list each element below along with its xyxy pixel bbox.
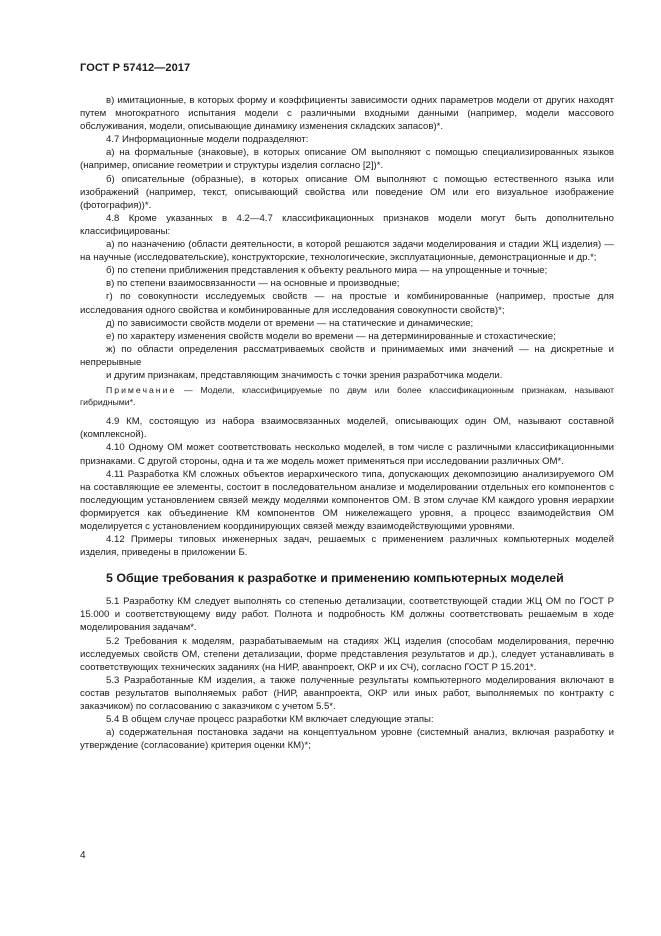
document-header: ГОСТ Р 57412—2017 [80, 62, 191, 74]
paragraph: 4.7 Информационные модели подразделяют: [106, 134, 309, 146]
paragraph: а) по назначению (области деятельности, в которой решаются задачи моделирования и стадии ЖЦ изделия) — на научные (исследовательские), конструкторские, технологические, эксплуатационные, демонстрационные и др.*; [80, 239, 614, 264]
paragraph: ж) по области определения рассматриваемых свойств и принимаемых ими значений — на дискретные и непрерывные [80, 343, 614, 368]
paragraph: 4.11 Разработка КМ сложных объектов иерархического типа, допускающих декомпозицию анализируемого ОМ на составляющие ее элементы, состоит в последовательном анализе и моделировании отдельных его компонентов с последующим установлением связей между моделями компонентов ОМ. В этом случае КМ каждого уровня иерархии формируется как объединение КМ компонентов ОМ нижележащего уровня, а процесс взаимодействия ОМ моделируется с установлением координирующих связей между взаимодействующими уровнями. [80, 468, 614, 532]
paragraph: и другим признакам, представляющим значимость с точки зрения разработчика модели. [106, 369, 503, 381]
paragraph: 4.12 Примеры типовых инженерных задач, решаемых с применением различных компьютерных моделей изделия, приведены в приложении Б. [80, 534, 614, 559]
note-text: — Модели, классифицируемые по двум или более классификационным признакам, называют гибридными*. [80, 385, 614, 407]
paragraph: 4.10 Одному ОМ может соответствовать несколько моделей, в том числе с различными классификационными признаками. С другой стороны, одна и та же модель может применяться при исследовании различных ОМ*. [80, 442, 614, 467]
paragraph: в) по степени взаимосвязанности — на основные и производные; [106, 278, 400, 290]
document-body [80, 94, 614, 752]
paragraph: 5.4 В общем случае процесс разработки КМ включает следующие этапы: [106, 714, 434, 726]
paragraph: б) по степени приближения представления к объекту реального мира — на упрощенные и точные; [106, 265, 548, 277]
paragraph: г) по совокупности исследуемых свойств — на простые и комбинированные (например, простые для исследования одного свойства и комбинированные для исследования совокупности свойств)*; [80, 291, 614, 316]
paragraph: 5.2 Требования к моделям, разрабатываемым на стадиях ЖЦ изделия (способам моделирования, перечню исследуемых свойств ОМ, степени детализации, форме представления результатов и др.), следует устанавливать в соответствующих технических заданиях (на НИР, аванпроект, ОКР и их СЧ), согласно ГОСТ Р 15.201*. [80, 635, 614, 673]
note [80, 385, 614, 408]
paragraph: е) по характеру изменения свойств модели во времени — на детерминированные и стохастические; [106, 330, 556, 342]
paragraph: 5.3 Разработанные КМ изделия, а также полученные результаты компьютерного моделирования включают в состав результатов выполняемых работ (НИР, аванпроекта, ОКР или иных работ, выполняемых по контракту с заказчиком) по согласованию с заказчиком с учетом 5.5*. [80, 674, 614, 713]
paragraph: 4.8 Кроме указанных в 4.2—4.7 классификационных признаков модели могут быть дополнительно классифицированы: [80, 212, 614, 237]
paragraph: а) содержательная постановка задачи на концептуальном уровне (системный анализ, включая разработку и утверждение (согласование) критерия оценки КМ)*; [80, 727, 614, 752]
paragraph: а) на формальные (знаковые), в которых описание ОМ выполняют с помощью специализированных языков (например, описание геометрии и структуры изделия согласно [2])*. [80, 147, 614, 172]
page-number: 4 [80, 850, 86, 861]
paragraph: в) имитационные, в которых форму и коэффициенты зависимости одних параметров модели от других находят путем многократного испытания модели с различными входными данными (например, модели массового обслуживания, модели, описывающие динамику изменения складских запасов)*. [80, 95, 614, 133]
note-label: Примечание [106, 385, 177, 396]
paragraph: б) описательные (образные), в которых описание ОМ выполняют с помощью естественного языка или изображений (например, текст, описывающий свойства или поведение ОМ или его визуальное изображение (фотография))*. [80, 173, 614, 211]
section-heading: 5 Общие требования к разработке и применению компьютерных моделей [106, 571, 564, 586]
paragraph: 5.1 Разработку КМ следует выполнять со степенью детализации, соответствующей стадии ЖЦ ОМ по ГОСТ Р 15.000 и соответствующему виду работ. Полнота и подробность КМ должны соответствовать решаемым в ходе моделирования задачам*. [80, 596, 614, 634]
paragraph: д) по зависимости свойств модели от времени — на статические и динамические; [106, 317, 474, 329]
paragraph: 4.9 КМ, состоящую из набора взаимосвязанных моделей, описывающих один ОМ, называют составной (комплексной). [80, 416, 614, 441]
